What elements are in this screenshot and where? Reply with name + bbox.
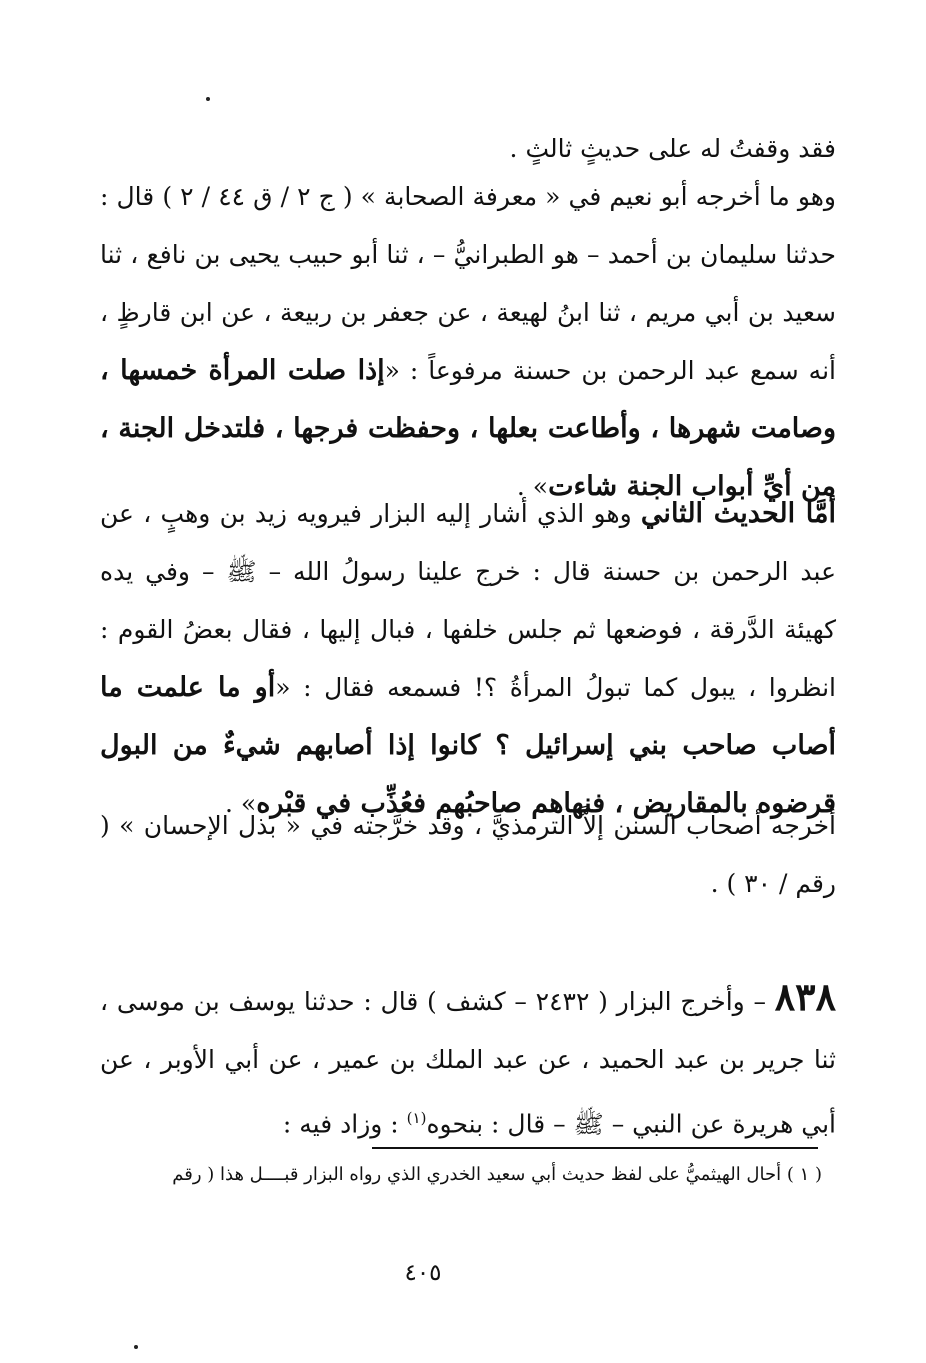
paragraph-5 — [100, 968, 836, 1153]
paragraph-4: أخرجه أصحاب السنن إلاَّ الترمذيَّ ، وقد خرَّجته في « بذل الإحسان » ( رقم / ٣٠ ) . — [100, 811, 836, 898]
footnote: ( ١ ) أحال الهيثميُّ على لفظ حديث أبي سعيد الخدري الذي رواه البزار قبــــل هذا ( رقم — [172, 1164, 822, 1185]
footnote-reference: (١) — [406, 1109, 427, 1127]
hadith-text-bold: إذا صلت المرأة خمسها ، وصامت شهرها ، وأطاعت بعلها ، وحفظت فرجها ، فلتدخل الجنة ، من أيِّ أبواب الجنة شاءت — [100, 355, 836, 502]
paragraph-1: فقد وقفتُ له على حديثٍ ثالثٍ . — [509, 134, 836, 163]
page-number: ٤٠٥ — [404, 1260, 442, 1286]
paragraph-3 — [100, 485, 836, 833]
paragraph-3-end: » . — [224, 789, 257, 818]
section-lead: أمَّا الحديث الثاني — [640, 498, 837, 529]
scan-speck — [134, 1345, 138, 1349]
paragraph-2-intro: وهو ما أخرجه أبو نعيم في « معرفة الصحابة » ( ج ٢ / ق ٤٤ / ٢ ) قال : حدثنا سليمان بن أحمد – هو الطبرانيُّ – ، ثنا أبو حبيب يحيى بن نافع ، ثنا سعيد بن أبي مريم ، ثنا ابنُ لهيعة ، عن جعفر بن ربيعة ، عن ابن قارظٍ ، أنه سمع عبد الرحمن بن حسنة مرفوعاً : « — [100, 182, 836, 385]
paragraph-3-text: وهو الذي أشار إليه البزار فيرويه زيد بن وهبٍ ، عن عبد الرحمن بن حسنة قال : خرج علينا رسولُ الله – ﷺ – وفي يده كهيئة الدَّرقة ، فوضعها ثم جلس خلفها ، فبال إليها ، فقال بعضُ القوم : انظروا ، يبول كما تبولُ المرأةُ ؟! فسمعه فقال : « — [100, 499, 836, 702]
paragraph-5-end: : وزاد فيه : — [282, 1109, 407, 1139]
footnote-separator — [372, 1147, 818, 1149]
paragraph-5-text: – وأخرج البزار ( ٢٤٣٢ – كشف ) قال : حدثنا يوسف بن موسى ، ثنا جرير بن عبد الحميد ، عن عبد الملك بن عمير ، عن أبي الأوبر ، عن أبي هريرة عن النبي – ﷺ – قال : بنحوه — [100, 987, 836, 1139]
scan-speck — [206, 97, 210, 101]
hadith-text-bold: أو ما علمت ما أصاب صاحب بني إسرائيل ؟ كانوا إذا أصابهم شيءٌ من البول قرضوه بالمقاريض ، فنهاهم صاحبُهم فعُذِّب في قبْره — [100, 672, 836, 819]
hadith-number: ٨٣٨ — [774, 974, 836, 1019]
paragraph-2 — [100, 168, 836, 516]
paragraph-2-end: » . — [516, 472, 549, 501]
